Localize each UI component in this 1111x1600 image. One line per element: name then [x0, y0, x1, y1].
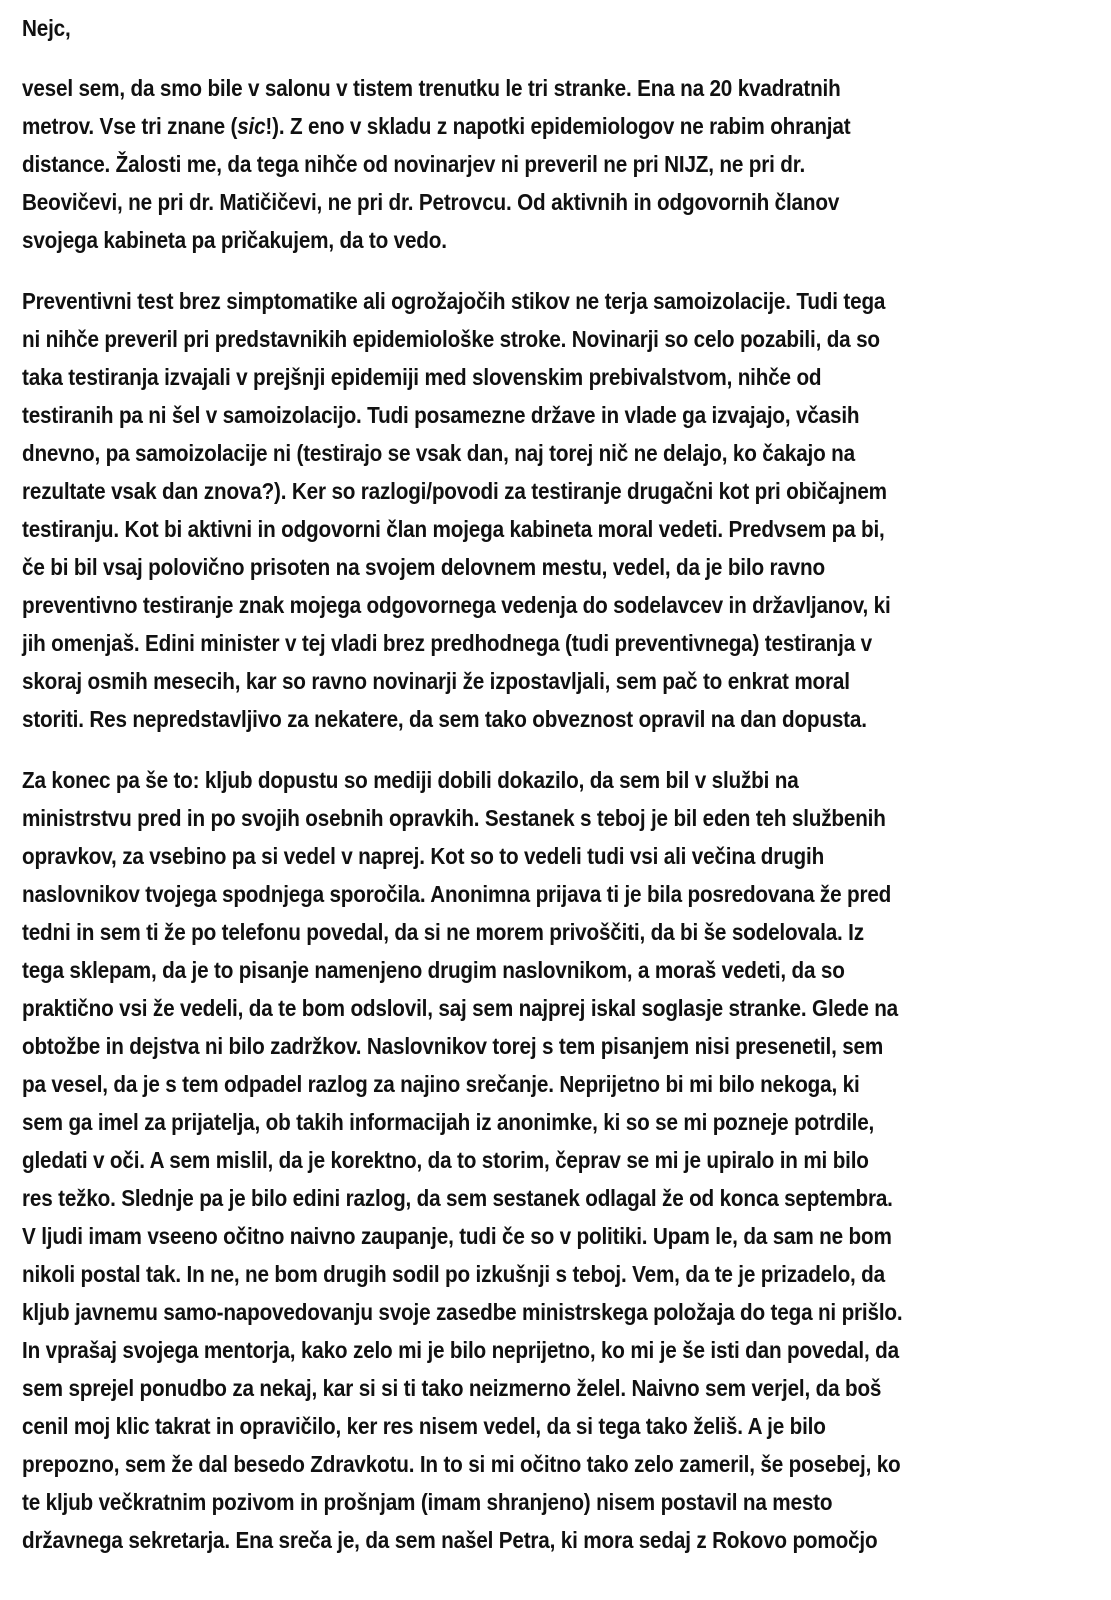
paragraph-line: dnevno, pa samoizolacije ni (testirajo se vsak dan, naj torej nič ne delajo, ko čakajo na — [22, 440, 855, 466]
paragraph-line: ministrstvu pred in po svojih osebnih opravkih. Sestanek s teboj je bil eden teh službenih — [22, 805, 886, 831]
paragraph-line: kljub javnemu samo-napovedovanju svoje zasedbe ministrskega položaja do tega ni prišlo. — [22, 1299, 903, 1325]
paragraph-line: tedni in sem ti že po telefonu povedal, da si ne morem privoščiti, da bi še sodelovala. Iz — [22, 919, 864, 945]
paragraph-line: jih omenjaš. Edini minister v tej vladi brez predhodnega (tudi preventivnega) testiranja v — [22, 630, 872, 656]
paragraph-line: tega sklepam, da je to pisanje namenjeno drugim naslovnikom, a moraš vedeti, da so — [22, 957, 845, 983]
paragraph-line: res težko. Slednje pa je bilo edini razlog, da sem sestanek odlagal že od konca septembra. — [22, 1185, 893, 1211]
paragraph-line: če bi bil vsaj polovično prisoten na svojem delovnem mestu, vedel, da je bilo ravno — [22, 554, 825, 580]
paragraph-line: In vprašaj svojega mentorja, kako zelo mi je bilo neprijetno, ko mi je še isti dan povedal, da — [22, 1337, 899, 1363]
line-text: metrov. Vse tri znane ( — [22, 113, 238, 139]
paragraph-line: distance. Žalosti me, da tega nihče od novinarjev ni preveril ne pri NIJZ, ne pri dr. — [22, 151, 806, 177]
paragraph-line: Za konec pa še to: kljub dopustu so mediji dobili dokazilo, da sem bil v službi na — [22, 767, 799, 793]
paragraph-line: praktično vsi že vedeli, da te bom odslovil, saj sem najprej iskal soglasje stranke. Glede na — [22, 995, 899, 1021]
paragraph-2 — [22, 282, 1092, 738]
paragraph-line: storiti. Res nepredstavljivo za nekatere, da sem tako obveznost opravil na dan dopusta. — [22, 706, 867, 732]
paragraph-line: preventivno testiranje znak mojega odgovornega vedenja do sodelavcev in državljanov, ki — [22, 592, 891, 618]
paragraph-line: pa vesel, da je s tem odpadel razlog za najino srečanje. Neprijetno bi mi bilo nekoga, ki — [22, 1071, 860, 1097]
paragraph-line: Preventivni test brez simptomatike ali ogrožajočih stikov ne terja samoizolacije. Tudi tega — [22, 288, 886, 314]
paragraph-line: skoraj osmih mesecih, kar so ravno novinarji že izpostavljali, sem pač to enkrat moral — [22, 668, 850, 694]
paragraph-line: državnega sekretarja. Ena sreča je, da sem našel Petra, ki mora sedaj z Rokovo pomočjo — [22, 1527, 878, 1553]
paragraph-line: gledati v oči. A sem mislil, da je korektno, da to storim, čeprav se mi je upiralo in mi bilo — [22, 1147, 869, 1173]
paragraph-line: vesel sem, da smo bile v salonu v tistem trenutku le tri stranke. Ena na 20 kvadratnih — [22, 75, 841, 101]
paragraph-line: nikoli postal tak. In ne, ne bom drugih sodil po izkušnji s teboj. Vem, da te je prizadelo, da — [22, 1261, 885, 1287]
paragraph-3 — [22, 761, 1092, 1559]
paragraph-line: rezultate vsak dan znova?). Ker so razlogi/povodi za testiranje drugačni kot pri običajnem — [22, 478, 887, 504]
paragraph-line: testiranju. Kot bi aktivni in odgovorni član mojega kabineta moral vedeti. Predvsem pa bi, — [22, 516, 885, 542]
paragraph-line: te kljub večkratnim pozivom in prošnjam (imam shranjeno) nisem postavil na mesto — [22, 1489, 833, 1515]
paragraph-line: V ljudi imam vseeno očitno naivno zaupanje, tudi če so v politiki. Upam le, da sam ne bom — [22, 1223, 892, 1249]
paragraph-line: Beovičevi, ne pri dr. Matičičevi, ne pri dr. Petrovcu. Od aktivnih in odgovornih članov — [22, 189, 840, 215]
paragraph-line: opravkov, za vsebino pa si vedel v naprej. Kot so to vedeli tudi vsi ali večina drugih — [22, 843, 825, 869]
paragraph-line: cenil moj klic takrat in opravičilo, ker res nisem vedel, da si tega tako želiš. A je bilo — [22, 1413, 826, 1439]
paragraph-line: sem ga imel za prijatelja, ob takih informacijah iz anonimke, ki so se mi pozneje potrdile, — [22, 1109, 875, 1135]
paragraph-line: taka testiranja izvajali v prejšnji epidemiji med slovenskim prebivalstvom, nihče od — [22, 364, 822, 390]
paragraph-line: prepozno, sem že dal besedo Zdravkotu. In to si mi očitno tako zelo zameril, še posebej, ko — [22, 1451, 901, 1477]
paragraph-line: sem sprejel ponudbo za nekaj, kar si si ti tako neizmerno želel. Naivno sem verjel, da boš — [22, 1375, 882, 1401]
paragraph-line: ni nihče preveril pri predstavnikih epidemiološke stroke. Novinarji so celo pozabili, da so — [22, 326, 880, 352]
line-text: !). Z eno v skladu z napotki epidemiologov ne rabim ohranjat — [265, 113, 851, 139]
paragraph-line: svojega kabineta pa pričakujem, da to vedo. — [22, 227, 447, 253]
paragraph-line: testiranih pa ni šel v samoizolacijo. Tudi posamezne države in vlade ga izvajajo, včasih — [22, 402, 860, 428]
sic-italic: sic — [237, 113, 266, 139]
paragraph-1 — [22, 69, 1092, 259]
salutation: Nejc, — [22, 15, 71, 41]
paragraph-line: obtožbe in dejstva ni bilo zadržkov. Naslovnikov torej s tem pisanjem nisi presenetil, sem — [22, 1033, 884, 1059]
paragraph-line — [22, 107, 985, 145]
paragraph-line: naslovnikov tvojega spodnjega sporočila. Anonimna prijava ti je bila posredovana že pred — [22, 881, 892, 907]
letter-document — [22, 9, 1092, 1559]
